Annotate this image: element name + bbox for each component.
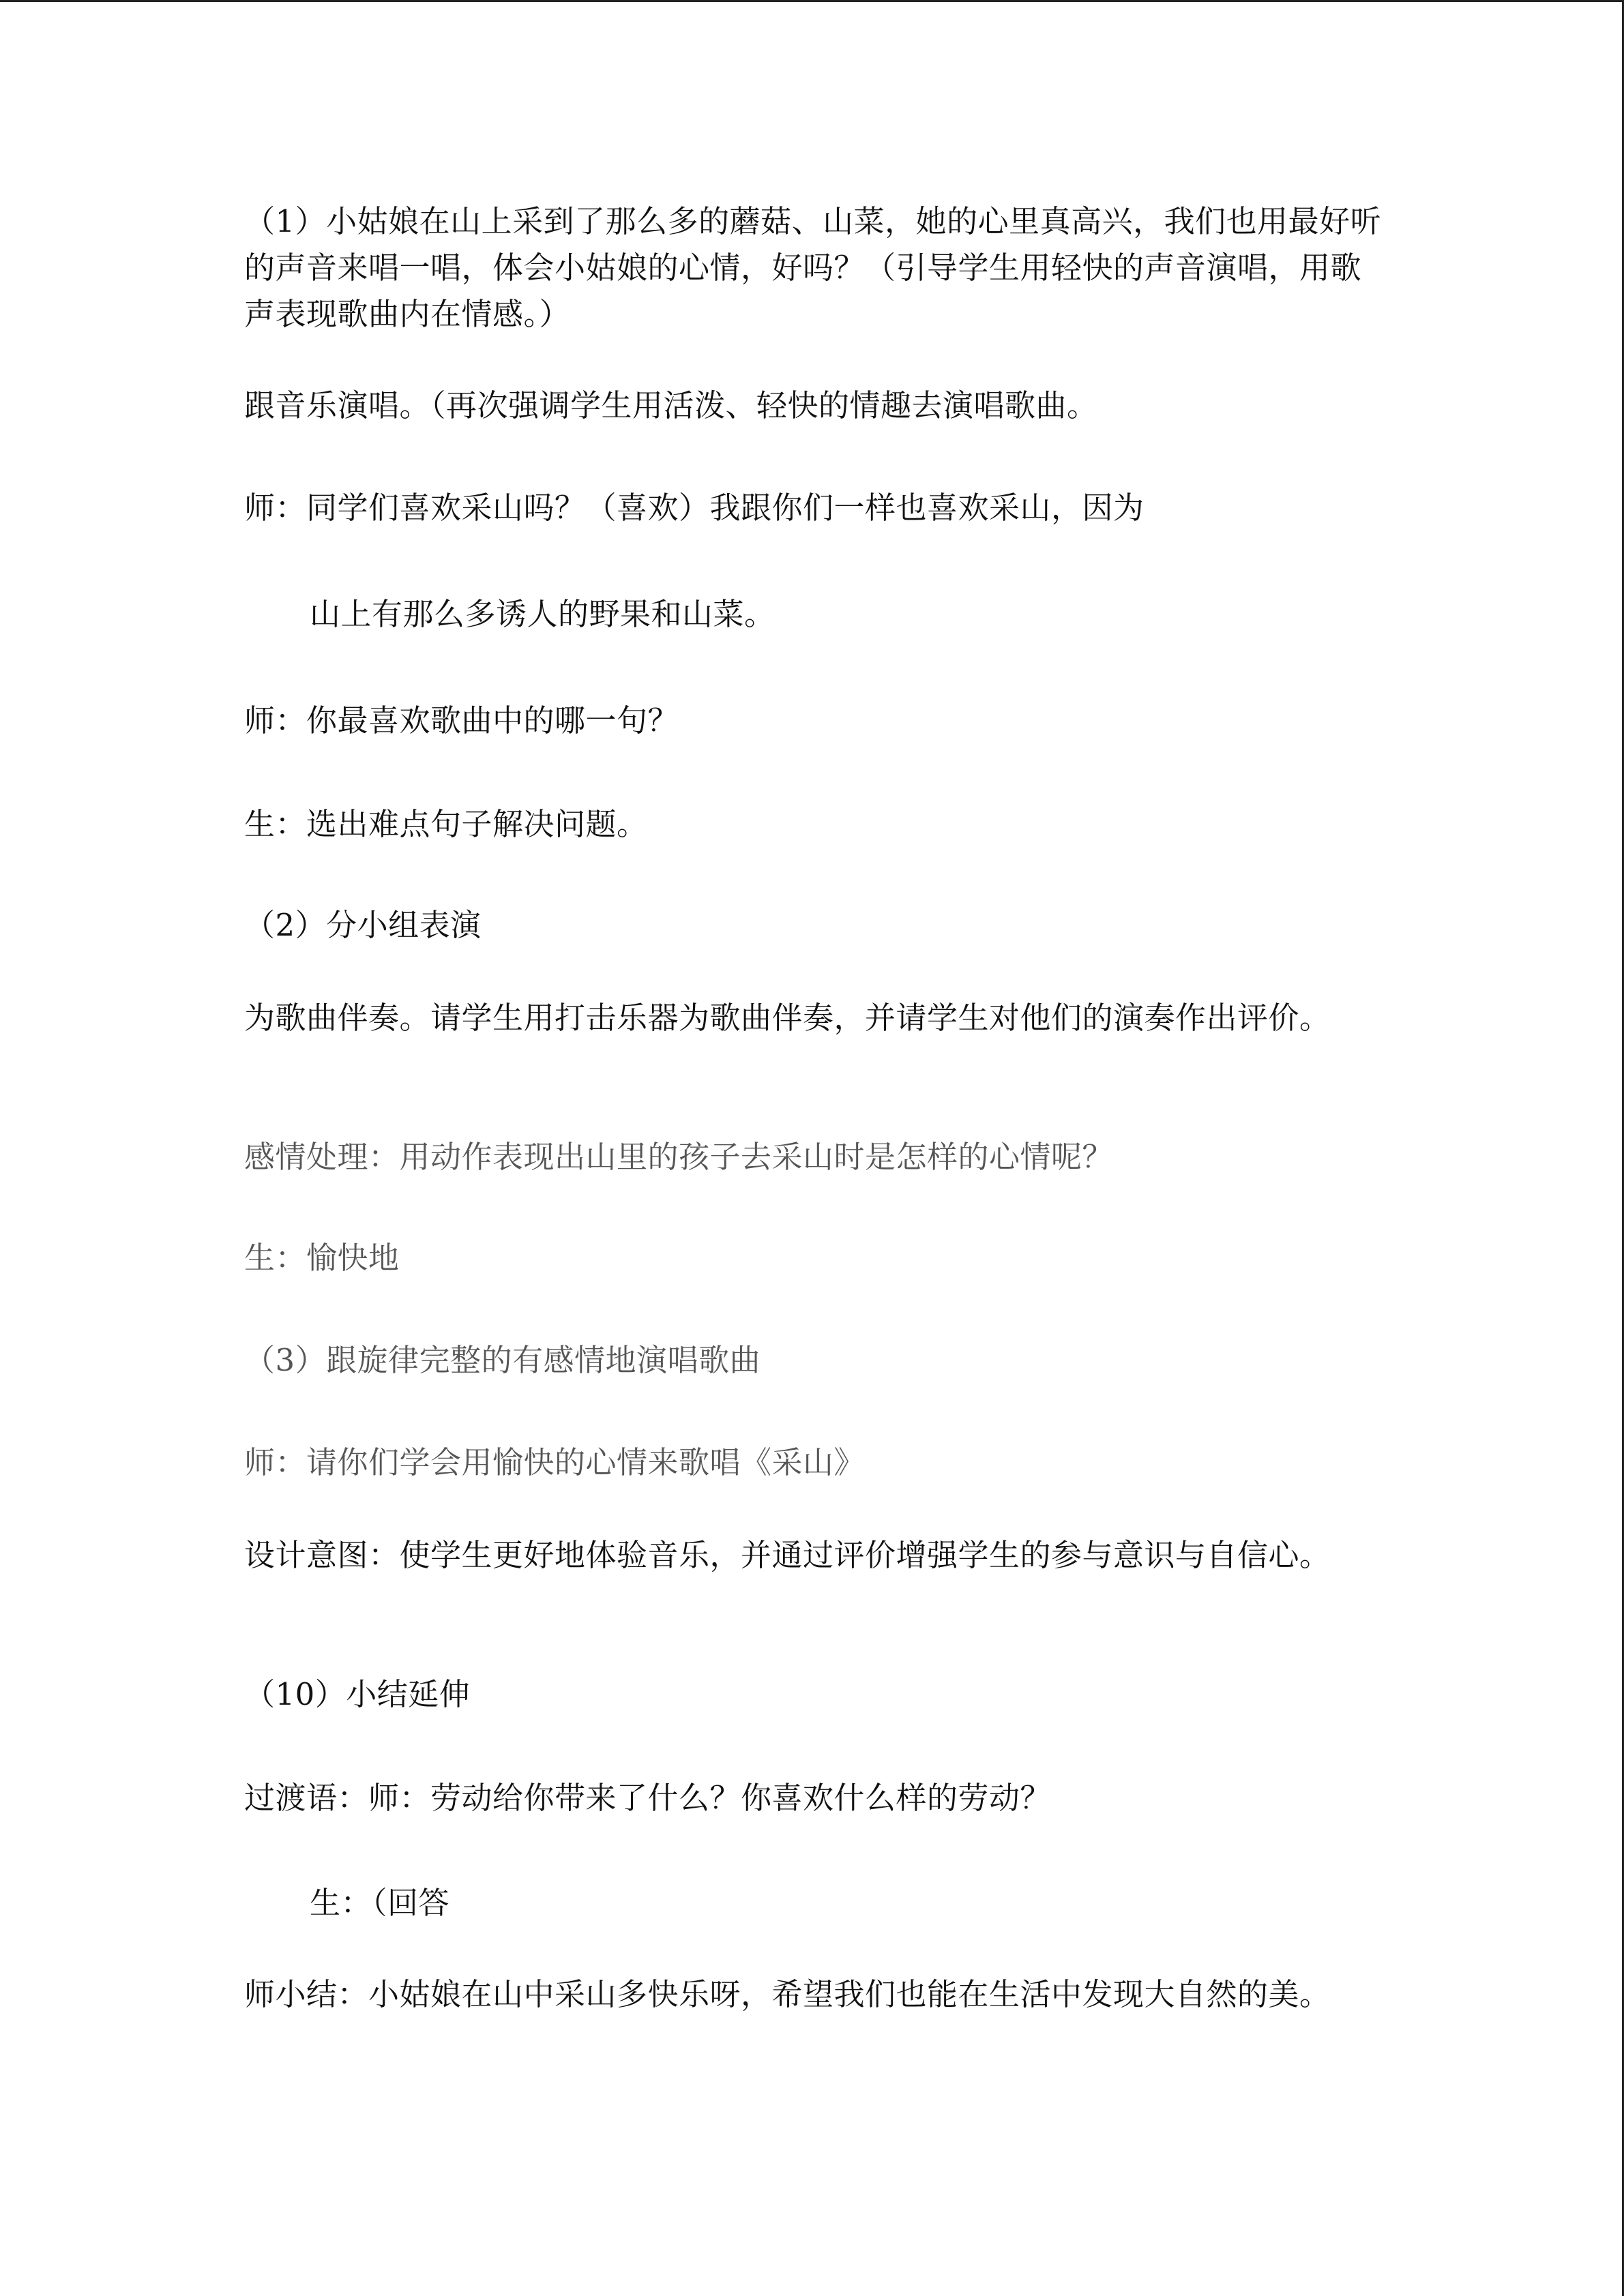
paragraph-10: 生：愉快地: [244, 1240, 400, 1276]
paragraph-8: 为歌曲伴奏。请学生用打击乐器为歌曲伴奏，并请学生对他们的演奏作出评价。: [244, 1000, 1331, 1036]
paragraph-13: 设计意图：使学生更好地体验音乐，并通过评价增强学生的参与意识与自信心。: [244, 1537, 1331, 1573]
paragraph-9: 感情处理：用动作表现出山里的孩子去采山时是怎样的心情呢？: [244, 1139, 1114, 1175]
paragraph-12: 师：请你们学会用愉快的心情来歌唱《采山》: [244, 1444, 866, 1480]
paragraph-16: 生：（回答: [310, 1885, 450, 1921]
paragraph-17: 师小结：小姑娘在山中采山多快乐呀，希望我们也能在生活中发现大自然的美。: [244, 1976, 1331, 2012]
paragraph-5: 师：你最喜欢歌曲中的哪一句？: [244, 702, 679, 739]
paragraph-1: （1）小姑娘在山上采到了那么多的蘑菇、山菜，她的心里真高兴，我们也用最好听的声音来唱一唱，体会小姑娘的心情，好吗？（引导学生用轻快的声音演唱，用歌声表现歌曲内在情感。）: [244, 203, 1382, 332]
paragraph-6: 生：选出难点句子解决问题。: [244, 806, 648, 842]
paragraph-15: 过渡语：师：劳动给你带来了什么？你喜欢什么样的劳动？: [244, 1780, 1052, 1816]
paragraph-7: （2）分小组表演: [244, 907, 482, 943]
paragraph-4: 山上有那么多诱人的野果和山菜。: [310, 596, 776, 632]
paragraph-11: （3）跟旋律完整的有感情地演唱歌曲: [244, 1342, 761, 1378]
paragraph-3: 师：同学们喜欢采山吗？（喜欢）我跟你们一样也喜欢采山，因为: [244, 490, 1145, 526]
paragraph-14: （10）小结延伸: [244, 1676, 471, 1712]
paragraph-2: 跟音乐演唱。（再次强调学生用活泼、轻快的情趣去演唱歌曲。: [244, 387, 1098, 423]
